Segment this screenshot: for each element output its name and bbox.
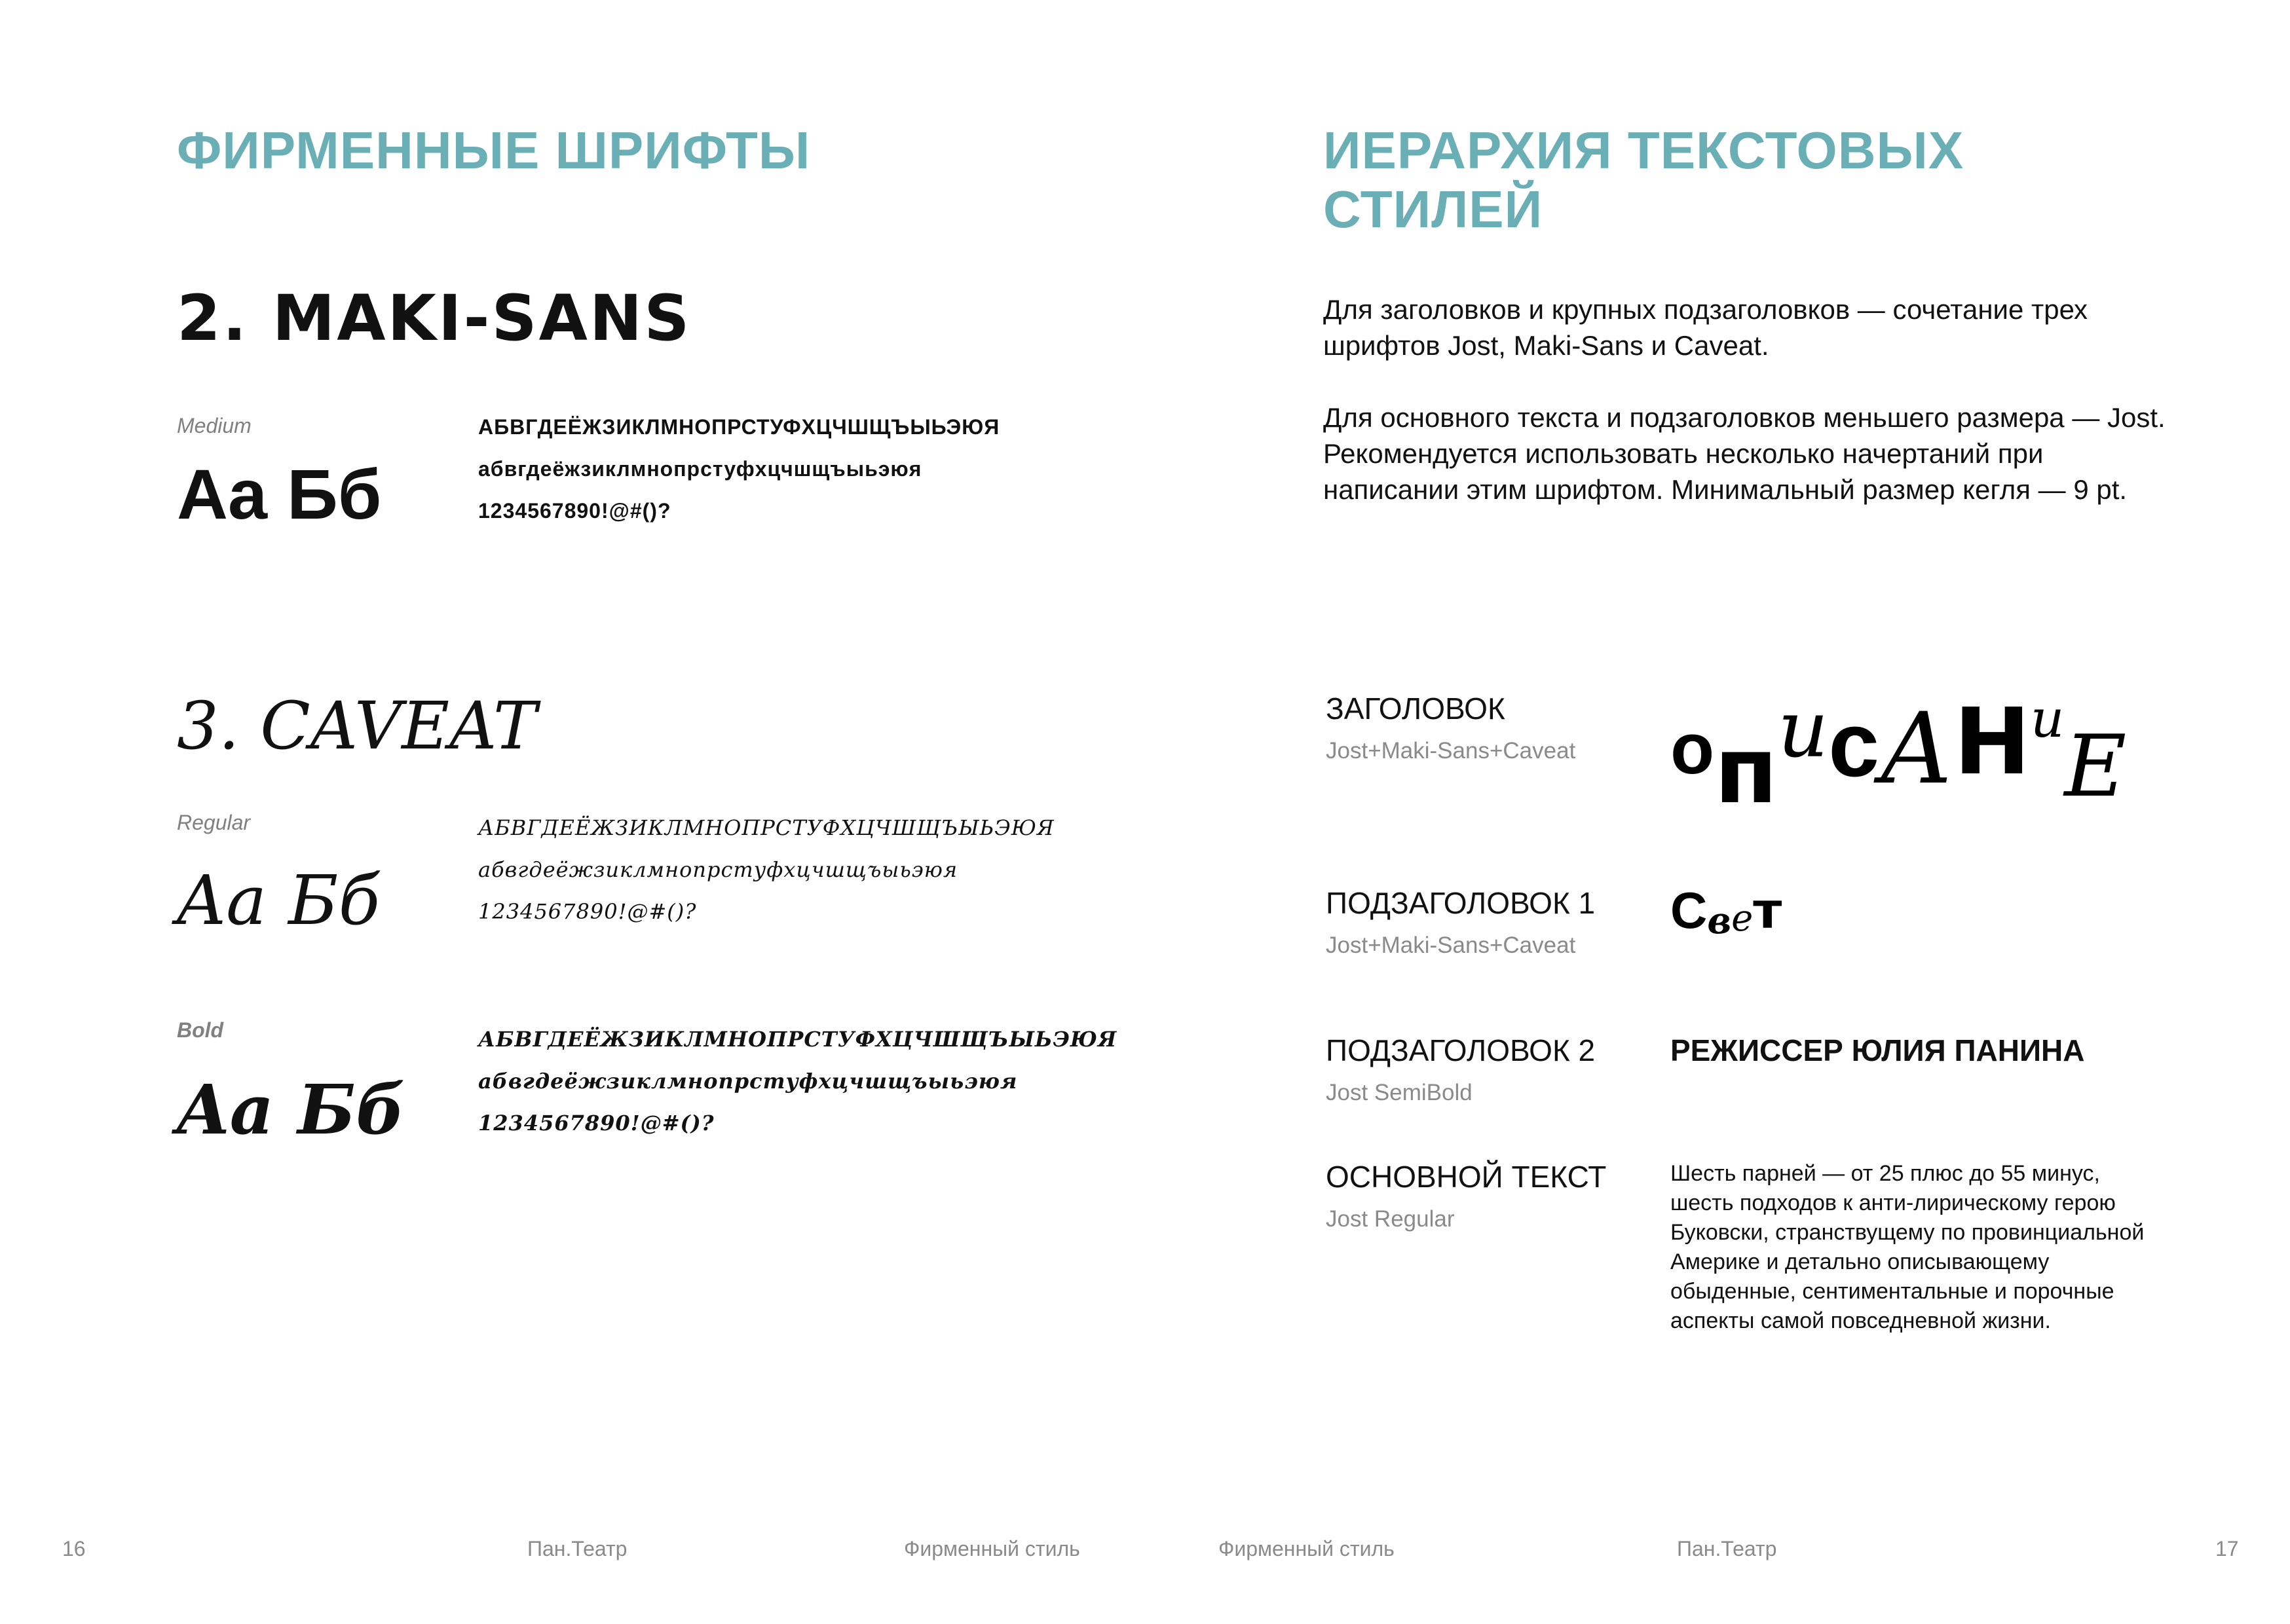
page-number-right: 17 xyxy=(2215,1537,2239,1560)
caveat-bold-uppercase: АБВГДЕЁЖЗИКЛМНОПРСТУФХЦЧШЩЪЫЬЭЮЯ xyxy=(478,1027,1117,1052)
maki-lowercase: абвгдеёжзиклмнопрстуфхцчшщъыьэюя xyxy=(478,457,922,481)
right-heading-line1: ИЕРАРХИЯ ТЕКСТОВЫХ xyxy=(1323,121,1964,179)
heading-sample-letter: с xyxy=(1828,693,1880,796)
style-row-heading xyxy=(1326,691,1575,764)
caveat-regular-sample: Aa Бб xyxy=(177,860,381,940)
caveat-bold-label: Bold xyxy=(177,1018,224,1042)
heading-sample-letter: о xyxy=(1670,709,1715,789)
intro-paragraph-2: Для основного текста и подзаголовков меньшего размера — Jost. Рекомендуется использовать несколько начертаний при написании этим шрифтом. Минимальный размер кегля — 9 pt. xyxy=(1323,402,2166,505)
heading-sample-letter: Е xyxy=(2064,716,2127,816)
caveat-regular-lowercase: абвгдеёжзиклмнопрстуфхцчшщъыьэюя xyxy=(478,857,958,882)
maki-alphabet-block xyxy=(478,406,1000,532)
intro-paragraph-1: Для заголовков и крупных подзаголовков — сочетание трех шрифтов Jost, Maki-Sans и Caveat. xyxy=(1323,294,2088,361)
maki-sans-title: 2. MAKI-SANS xyxy=(177,282,692,355)
caveat-regular-label: Regular xyxy=(177,811,251,834)
caveat-bold-digits: 1234567890!@#()? xyxy=(478,1111,715,1135)
footer-brand-left: Пан.Театр xyxy=(527,1537,628,1560)
subheading1-sample-word xyxy=(1670,881,1782,942)
footer-section-left: Фирменный стиль xyxy=(904,1537,1080,1560)
caveat-title: 3. CAVEAT xyxy=(177,688,537,764)
body-text-sample: Шесть парней — от 25 плюс до 55 минус, шесть подходов к анти-лирическому герою Буковски, странствущему по провинциальной Америке и детально описывающему обыденные, сентиментальные и порочные аспекты самой повседневной жизни. xyxy=(1670,1161,2145,1333)
subheading1-sample-letter: е xyxy=(1731,897,1754,940)
heading-sample-letter: А xyxy=(1879,692,1954,806)
style-fonts-subheading1: Jost+Maki-Sans+Caveat xyxy=(1326,932,1576,958)
style-label-subheading2: ПОДЗАГОЛОВОК 2 xyxy=(1326,1033,1596,1067)
maki-uppercase: АБВГДЕЁЖЗИКЛМНОПРСТУФХЦЧШЩЪЫЬЭЮЯ xyxy=(478,415,1000,439)
style-fonts-subheading2: Jost SemiBold xyxy=(1326,1080,1473,1105)
left-page-heading: ФИРМЕННЫЕ ШРИФТЫ xyxy=(177,121,811,179)
heading-sample-word xyxy=(1670,684,2127,824)
caveat-regular-digits: 1234567890!@#()? xyxy=(478,899,697,924)
subheading1-sample-letter: в xyxy=(1707,899,1732,942)
style-label-heading: ЗАГОЛОВОК xyxy=(1326,692,1505,726)
heading-sample-letter: и xyxy=(2030,688,2065,749)
maki-sample-glyphs: Aa Бб xyxy=(177,454,382,534)
page-number-left: 16 xyxy=(62,1537,86,1560)
maki-weight-label: Medium xyxy=(177,414,252,437)
footer-brand-right: Пан.Театр xyxy=(1677,1537,1777,1560)
right-heading-line2: СТИЛЕЙ xyxy=(1323,180,1543,238)
style-row-body xyxy=(1326,1159,1606,1232)
style-row-subheading2 xyxy=(1326,1033,1595,1106)
style-label-body: ОСНОВНОЙ ТЕКСТ xyxy=(1326,1160,1607,1194)
style-fonts-body: Jost Regular xyxy=(1326,1206,1455,1232)
caveat-regular-uppercase: АБВГДЕЁЖЗИКЛМНОПРСТУФХЦЧШЩЪЫЬЭЮЯ xyxy=(478,815,1055,840)
footer-section-right: Фирменный стиль xyxy=(1218,1537,1395,1560)
caveat-bold-lowercase: абвгдеёжзиклмнопрстуфхцчшщъыьэюя xyxy=(478,1069,1018,1094)
right-page-heading xyxy=(1323,121,1964,239)
maki-digits: 1234567890!@#()? xyxy=(478,499,671,523)
subheading2-sample: РЕЖИССЕР ЮЛИЯ ПАНИНА xyxy=(1670,1033,2085,1067)
style-row-subheading1 xyxy=(1326,885,1595,959)
subheading1-sample-letter: т xyxy=(1753,881,1782,940)
heading-sample-letter: п xyxy=(1714,718,1778,824)
style-label-subheading1: ПОДЗАГОЛОВОК 1 xyxy=(1326,886,1596,920)
subheading1-sample-letter: С xyxy=(1670,881,1708,939)
style-fonts-heading: Jost+Maki-Sans+Caveat xyxy=(1326,738,1576,764)
caveat-bold-alphabet-block xyxy=(478,1018,1117,1144)
caveat-regular-alphabet-block xyxy=(478,807,1055,932)
caveat-bold-sample: Aa Бб xyxy=(177,1069,405,1150)
heading-sample-letter: Н xyxy=(1953,689,2031,796)
heading-sample-letter: и xyxy=(1777,684,1829,775)
